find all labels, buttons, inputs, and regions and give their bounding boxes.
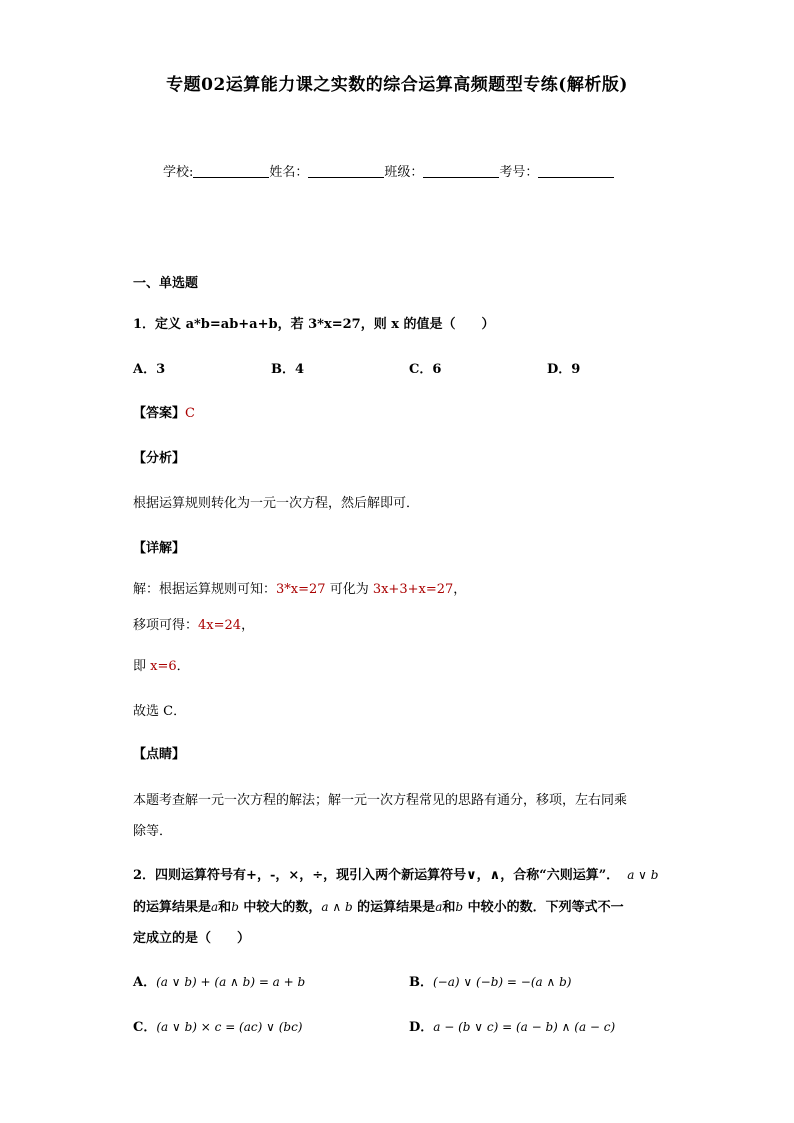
q2-line-3: 定成立的是（ ）: [133, 931, 251, 946]
q2-math-5: b: [455, 900, 464, 914]
detail-tag: 【详解】: [133, 541, 186, 556]
class-label: 班级：: [384, 165, 424, 180]
analysis-tag: 【分析】: [133, 451, 186, 466]
step2-prefix: 移项可得：: [133, 618, 199, 633]
detail-mid: 可化为: [325, 582, 373, 597]
q2-line-1: [133, 864, 658, 883]
analysis-text: 根据运算规则转化为一元一次方程，然后解即可．: [133, 496, 420, 511]
exam-no-blank[interactable]: [538, 164, 614, 178]
q2-math-4: a: [435, 900, 443, 914]
q1-option-c: C．6: [409, 362, 442, 377]
detail-eq-1: 3*x=27: [276, 582, 326, 597]
q2-option-c-label: C．: [133, 1020, 157, 1035]
q2-text-a: 的运算结果是: [133, 900, 212, 915]
q2-option-b-formula: (−a) ∨ (−b) = −(a ∧ b): [433, 975, 572, 989]
detail-line-1: [133, 578, 466, 597]
q1-option-d: D．9: [547, 362, 581, 377]
q1-stem: 1．定义 a*b=ab+a+b，若 3*x=27，则 x 的值是（ ）: [133, 317, 495, 332]
q2-option-b-label: B．: [409, 975, 433, 990]
q1-option-b: B．4: [271, 362, 305, 377]
answer-tag: 【答案】: [133, 406, 186, 421]
q1-option-a: A．3: [133, 362, 166, 377]
q2-option-b: [409, 971, 571, 990]
detail-line-2: [133, 614, 254, 633]
comment-line-1: 本题考查解一元一次方程的解法；解一元一次方程常见的思路有通分，移项，左右同乘: [133, 793, 628, 808]
q2-text-d: 的运算结果是: [352, 900, 436, 915]
q2-line-2: [133, 896, 624, 915]
q2-text-f: 中较小的数．下列等式不一: [463, 900, 624, 915]
detail-end: ，: [453, 582, 467, 597]
q2-line1-text: 2．四则运算符号有+，-，×，÷，现引入两个新运算符号∨，∧，合称“六则运算”．: [133, 868, 620, 883]
q2-option-a: [133, 971, 305, 990]
comment-line-2: 除等．: [133, 824, 173, 839]
answer-value: C: [185, 406, 195, 421]
name-blank[interactable]: [308, 164, 384, 178]
step2-eq: 4x=24: [198, 618, 242, 633]
comment-tag: 【点睛】: [133, 747, 186, 762]
detail-eq-2: 3x+3+x=27: [372, 582, 454, 597]
q1-answer: [133, 402, 195, 421]
q2-text-b: 和: [218, 900, 232, 915]
name-label: 姓名：: [269, 165, 309, 180]
step3-eq: x=6: [150, 659, 177, 674]
page-title: 专题02运算能力课之实数的综合运算高频题型专练(解析版): [166, 75, 628, 95]
q2-math-3: a ∧ b: [321, 900, 353, 914]
choose-text: 故选 C．: [133, 704, 187, 719]
q2-option-d: [409, 1016, 615, 1035]
step3-prefix: 即: [133, 659, 151, 674]
q2-math-2: b: [231, 900, 239, 914]
detail-prefix: 解：根据运算规则可知：: [133, 582, 277, 597]
q2-option-a-formula: (a ∨ b) + (a ∧ b) = a + b: [156, 975, 306, 989]
q2-text-e: 和: [442, 900, 456, 915]
q2-math-1: a: [211, 900, 219, 914]
q2-option-c-formula: (a ∨ b) × c = (ac) ∨ (bc): [156, 1020, 303, 1034]
school-blank[interactable]: [193, 164, 269, 178]
q2-option-c: [133, 1016, 302, 1035]
detail-line-3: [133, 655, 190, 674]
step3-end: ．: [176, 659, 190, 674]
class-blank[interactable]: [423, 164, 499, 178]
exam-no-label: 考号：: [499, 165, 539, 180]
section-heading: 一、单选题: [133, 276, 199, 291]
q2-line1-math: a ∨ b: [627, 868, 659, 882]
student-info: [163, 161, 614, 180]
step2-end: ，: [241, 618, 255, 633]
q2-text-c: 中较大的数，: [238, 900, 322, 915]
q2-option-d-label: D．: [409, 1020, 434, 1035]
school-label: 学校:: [163, 165, 194, 180]
q2-option-a-label: A．: [133, 975, 157, 990]
q2-option-d-formula: a − (b ∨ c) = (a − b) ∧ (a − c): [433, 1020, 616, 1034]
